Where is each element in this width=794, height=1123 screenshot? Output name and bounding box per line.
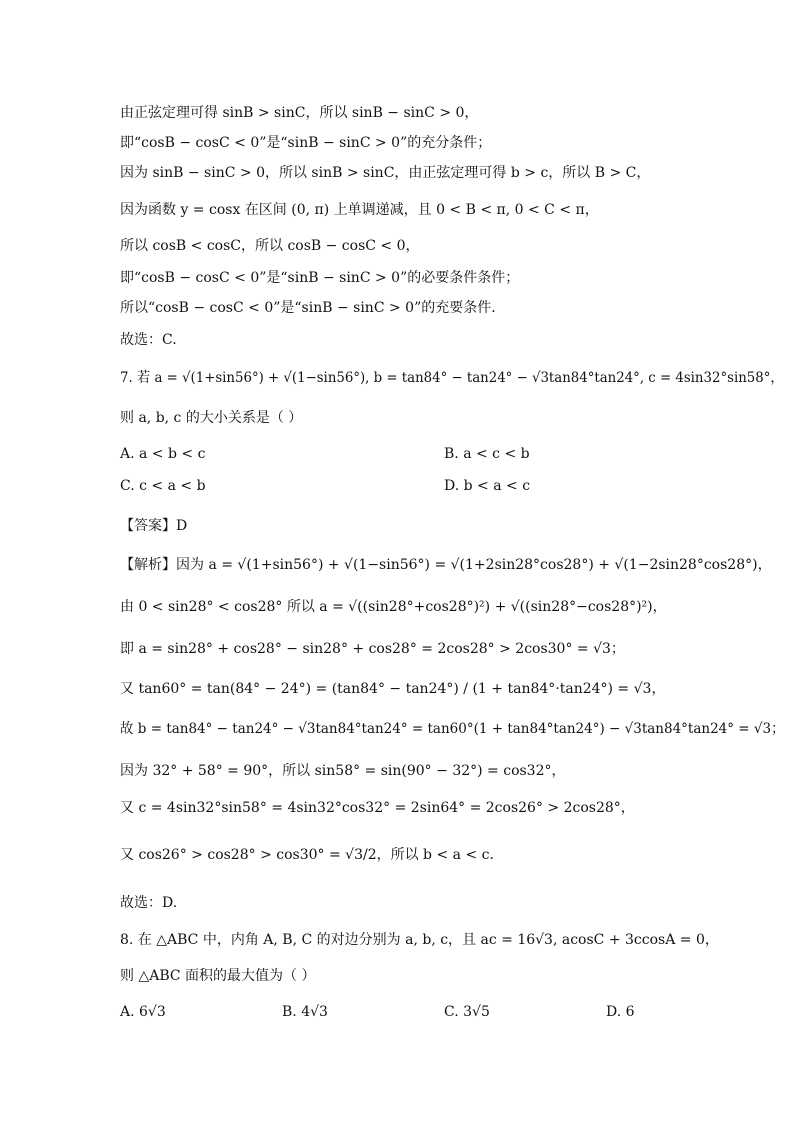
option-c: C. 3√5 [444,1004,490,1020]
question-8-stem: 8. 在 △ABC 中，内角 A, B, C 的对边分别为 a, b, c，且 ac = 16√3, acosC + 3ccosA = 0， [120,932,719,948]
option-c: C. c < a < b [120,478,206,494]
question-7-stem-cont: 则 a, b, c 的大小关系是（ ） [120,410,303,426]
solution-line: 故 b = tan84° − tan24° − √3tan84°tan24° = tan60°(1 + tan84°tan24°) − √3tan84°tan24° = √3； [120,721,785,737]
question-7-stem: 7. 若 a = √(1+sin56°) + √(1−sin56°), b = tan84° − tan24° − √3tan84°tan24°, c = 4sin32°sin58°， [120,370,784,386]
solution-line: 又 tan60° = tan(84° − 24°) = (tan84° − tan24°) / (1 + tan84°·tan24°) = √3， [120,681,666,697]
option-d: D. 6 [606,1004,635,1020]
option-a: A. a < b < c [120,446,206,462]
text-line: 即“cosB − cosC < 0”是“sinB − sinC > 0”的必要条件条件； [120,270,520,286]
text-line: 由正弦定理可得 sinB > sinC，所以 sinB − sinC > 0， [120,105,479,121]
question-8-stem-cont: 则 △ABC 面积的最大值为（ ） [120,968,316,984]
solution-line: 因为 32° + 58° = 90°，所以 sin58° = sin(90° − 32°) = cos32°， [120,763,566,779]
option-a: A. 6√3 [120,1004,166,1020]
option-d: D. b < a < c [444,478,531,494]
text-line: 所以 cosB < cosC，所以 cosB − cosC < 0， [120,238,420,254]
text-line: 因为函数 y = cosx 在区间 (0, π) 上单调递减，且 0 < B < π, 0 < C < π， [120,202,599,218]
text-line: 即“cosB − cosC < 0”是“sinB − sinC > 0”的充分条件； [120,135,492,151]
solution-line: 即 a = sin28° + cos28° − sin28° + cos28° = 2cos28° > 2cos30° = √3； [120,641,625,657]
text-line: 因为 sinB − sinC > 0，所以 sinB > sinC，由正弦定理可得 b > c，所以 B > C， [120,165,651,181]
option-b: B. 4√3 [282,1004,328,1020]
text-line: 所以“cosB − cosC < 0”是“sinB − sinC > 0”的充要条件． [120,300,506,316]
solution-line: 又 c = 4sin32°sin58° = 4sin32°cos32° = 2sin64° = 2cos26° > 2cos28°， [120,800,635,816]
solution-line: 【解析】因为 a = √(1+sin56°) + √(1−sin56°) = √(1+2sin28°cos28°) + √(1−2sin28°cos28°)， [120,557,772,573]
solution-line: 由 0 < sin28° < cos28° 所以 a = √((sin28°+cos28°)²) + √((sin28°−cos28°)²)， [120,599,667,615]
solution-line: 故选：D. [120,895,178,911]
solution-line: 又 cos26° > cos28° > cos30° = √3/2，所以 b < a < c． [120,847,504,863]
answer-label: 【答案】D [120,518,188,534]
text-line: 故选：C. [120,332,177,348]
option-b: B. a < c < b [444,446,530,462]
